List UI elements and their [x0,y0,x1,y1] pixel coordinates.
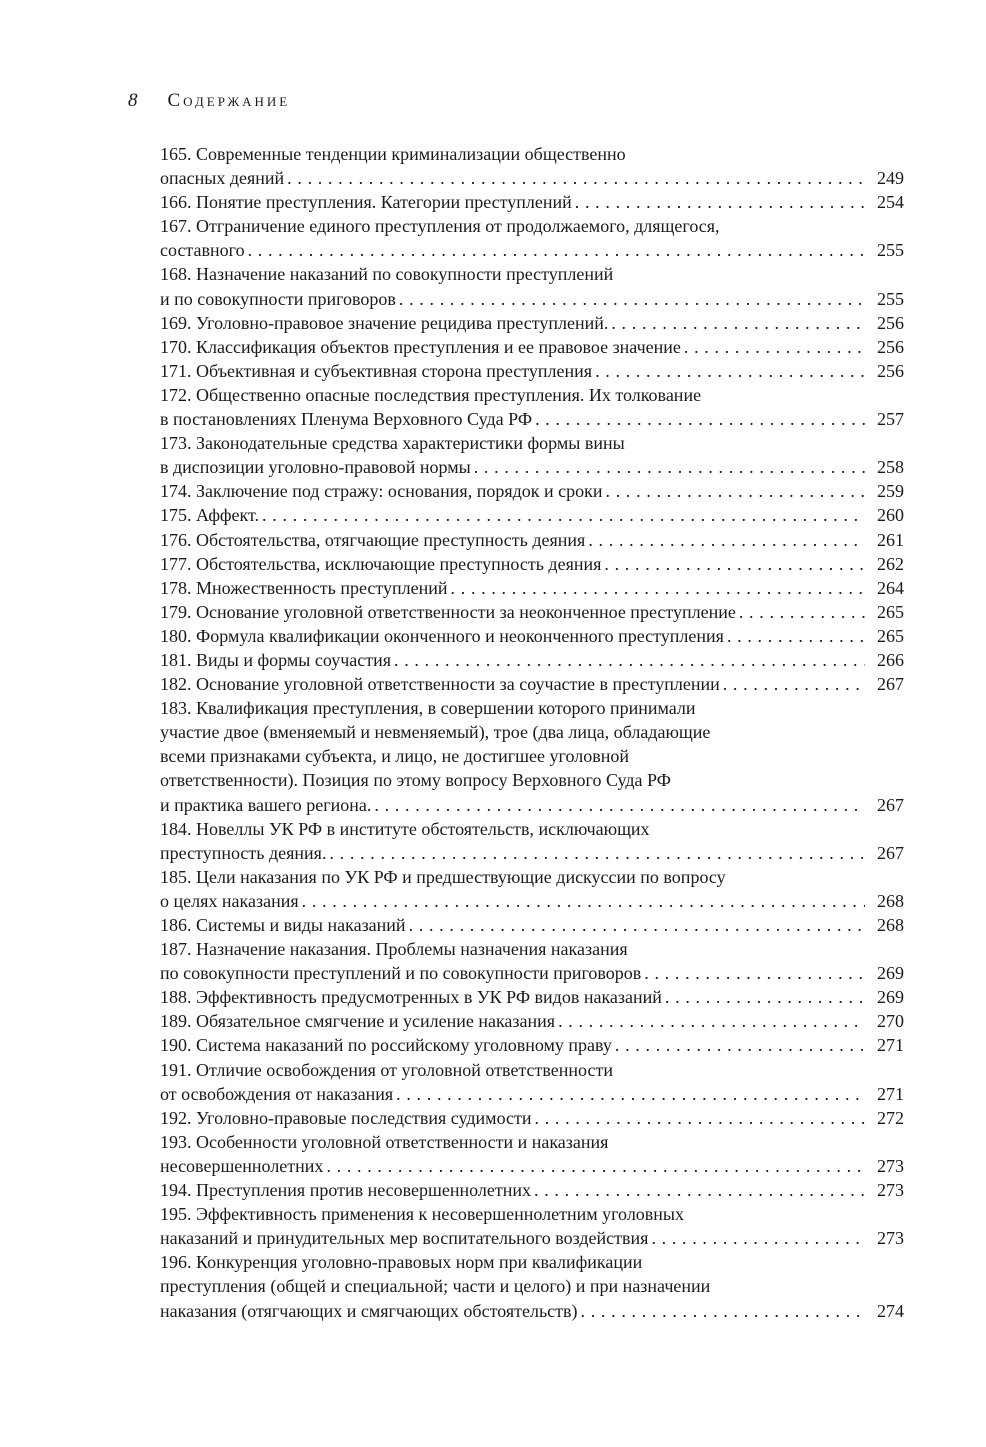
toc-entry-line: ответственности). Позиция по этому вопросу Верховного Суда РФ [160,770,671,791]
dot-leader [604,552,865,576]
dot-leader [575,190,865,214]
toc-page-number: 268 [877,915,904,935]
toc-entry [160,985,904,1009]
toc-entry-title: 166. Понятие преступления. Категории преступлений [160,192,572,213]
toc-page-number: 272 [877,1107,904,1128]
dot-leader [727,624,865,648]
toc-entry [160,1009,904,1033]
toc-entry-title: наказаний и принудительных мер воспитательного воздействия [160,1228,649,1249]
toc-entry-last-line [160,648,904,672]
toc-page-number: 261 [877,529,904,550]
dot-leader [394,648,865,672]
toc-page-number: 258 [877,457,904,478]
dot-leader [723,672,865,696]
toc-entry-last-line [160,335,904,359]
dot-leader [665,985,865,1009]
toc-entry-line: 193. Особенности уголовной ответственности и наказания [160,1131,609,1152]
toc-entry-title: 190. Система наказаний по российскому уголовному праву [160,1035,612,1056]
toc-entry [160,817,904,865]
dot-leader [535,407,865,431]
toc-entry-title: в постановлениях Пленума Верховного Суда РФ [160,409,533,430]
toc-page-number: 269 [877,963,904,984]
toc-entry-last-line [160,1009,904,1033]
toc-entry [160,1033,904,1057]
toc-entry-title: 177. Обстоятельства, исключающие преступность деяния [160,553,602,574]
toc-entry-title: и по совокупности приговоров [160,288,396,309]
toc-entry-title: о целях наказания [160,890,299,911]
toc-entry [160,865,904,913]
toc-entry-title: 181. Виды и формы соучастия [160,649,392,670]
toc-entry [160,576,904,600]
toc-entry-last-line [160,552,904,576]
toc-entry-line: 165. Современные тенденции криминализации общественно [160,144,626,164]
toc-entry-last-line [160,1154,904,1178]
toc-entry-line: 168. Назначение наказаний по совокупности преступлений [160,264,614,285]
toc-entry-title: 186. Системы и виды наказаний [160,915,406,935]
toc-entry-title: 182. Основание уголовной ответственности за соучастие в преступлении [160,674,720,695]
toc-entry-last-line [160,1178,904,1202]
dot-leader [409,913,865,937]
toc-entry-title: 170. Классификация объектов преступления и ее правовое значение [160,336,681,357]
toc-entry-last-line [160,166,904,190]
toc-entry-last-line [160,672,904,696]
toc-page-number: 266 [877,649,904,670]
toc-entry-last-line [160,1082,904,1106]
dot-leader [399,287,865,311]
toc-page-number: 262 [877,553,904,574]
toc-page-number: 264 [877,577,904,598]
toc-page-number: 273 [877,1180,904,1201]
toc-entry-last-line [160,961,904,985]
dot-leader [595,359,865,383]
dot-leader [396,1082,865,1106]
toc-entry-line: 185. Цели наказания по УК РФ и предшествующие дискуссии по вопросу [160,866,726,887]
dot-leader [581,1299,865,1323]
dot-leader [684,335,865,359]
toc-entry-last-line [160,913,904,937]
running-title: Содержание [167,90,291,111]
toc-entry-last-line [160,311,904,335]
toc-entry-title: 175. Аффект. [160,505,260,526]
dot-leader [287,166,865,190]
toc-page-number: 265 [877,601,904,622]
toc-entry-line: преступления (общей и специальной; части и целого) и при назначении [160,1276,711,1297]
toc-entry-last-line [160,359,904,383]
toc-entry [160,479,904,503]
toc-entry-line: 191. Отличие освобождения от уголовной ответственности [160,1059,613,1080]
toc-entry-title: 179. Основание уголовной ответственности за неоконченное преступление [160,601,736,622]
toc-entry-last-line [160,576,904,600]
toc-entry [160,1202,904,1250]
toc-page-number: 259 [877,481,904,502]
toc-entry-last-line [160,1033,904,1057]
toc-page-number: 273 [877,1155,904,1176]
toc-entry-last-line [160,190,904,214]
toc-entry [160,648,904,672]
toc-entry-title: опасных деяний [160,168,285,189]
toc-page-number: 249 [877,168,904,189]
dot-leader [611,311,865,335]
dot-leader [474,455,865,479]
toc-entry-last-line [160,479,904,503]
toc-page-number: 273 [877,1228,904,1249]
toc-entry [160,600,904,624]
toc-entry-title: 189. Обязательное смягчение и усиление наказания [160,1011,556,1032]
running-header [128,90,290,112]
toc-entry-title: 171. Объективная и субъективная сторона преступления [160,360,593,381]
toc-entry-last-line [160,455,904,479]
page-number: 8 [128,90,138,111]
toc-entry-last-line [160,889,904,913]
toc-entry-last-line [160,624,904,648]
toc-entry-last-line [160,287,904,311]
dot-leader [588,528,865,552]
toc-entry-title: 174. Заключение под стражу: основания, порядок и сроки [160,481,603,502]
toc-entry [160,528,904,552]
toc-entry [160,1058,904,1106]
toc-entry-line: 167. Отграничение единого преступления от продолжаемого, длящегося, [160,216,720,237]
toc-entry-line: участие двое (вменяемый и невменяемый), трое (два лица, обладающие [160,722,711,743]
toc-page-number: 267 [877,842,904,863]
toc-entry [160,214,904,262]
toc-entry [160,190,904,214]
toc-entry [160,1250,904,1322]
toc-entry-last-line [160,985,904,1009]
dot-leader [739,600,865,624]
dot-leader [558,1009,865,1033]
toc-entry-last-line [160,407,904,431]
dot-leader [248,238,865,262]
dot-leader [302,889,865,913]
toc-page-number: 268 [877,890,904,911]
toc-page-number: 269 [877,987,904,1008]
toc-entry-line: 196. Конкуренция уголовно-правовых норм при квалификации [160,1252,643,1273]
toc-entry [160,624,904,648]
toc-entry-last-line [160,600,904,624]
toc-page-number: 274 [877,1300,904,1321]
toc-entry-title: наказания (отягчающих и смягчающих обстоятельств) [160,1300,578,1321]
toc-page-number: 256 [877,360,904,381]
toc-entry [160,311,904,335]
toc-page-number: 256 [877,336,904,357]
toc-entry-title: 176. Обстоятельства, отягчающие преступность деяния [160,529,586,550]
toc-entry-line: 172. Общественно опасные последствия преступления. Их толкование [160,384,702,405]
toc-entry-title: 192. Уголовно-правовые последствия судимости [160,1107,532,1128]
dot-leader [651,1226,865,1250]
dot-leader [374,793,865,817]
dot-leader [535,1106,865,1130]
toc-page-number: 256 [877,312,904,333]
toc-entry [160,1130,904,1178]
dot-leader [615,1033,865,1057]
toc-entry-last-line [160,1226,904,1250]
toc-page-number: 254 [877,192,904,213]
toc-entry-line: 187. Назначение наказания. Проблемы назначения наказания [160,939,628,960]
toc-page-number: 265 [877,625,904,646]
toc-entry-last-line [160,841,904,865]
dot-leader [262,503,865,527]
toc-entry-title: от освобождения от наказания [160,1083,394,1104]
dot-leader [451,576,865,600]
toc-entry [160,335,904,359]
toc-entry-last-line [160,528,904,552]
toc-entry [160,262,904,310]
toc-entry-line: 183. Квалификация преступления, в совершении которого принимали [160,698,696,719]
toc-entry [160,503,904,527]
toc-page-number: 271 [877,1083,904,1104]
toc-page-number: 270 [877,1011,904,1032]
toc-page-number: 267 [877,794,904,815]
toc-page-number: 255 [877,240,904,261]
toc-entry-line: всеми признаками субъекта, и лицо, не достигшее уголовной [160,746,629,767]
dot-leader [326,1154,865,1178]
toc-entry [160,1106,904,1130]
toc-entry-title: 169. Уголовно-правовое значение рецидива преступлений. [160,312,609,333]
toc-page-number: 267 [877,674,904,695]
toc-entry-title: по совокупности преступлений и по совокупности приговоров [160,963,642,984]
toc-entry-title: 180. Формула квалификации оконченного и неоконченного преступления [160,625,724,646]
toc-entry-title: 188. Эффективность предусмотренных в УК РФ видов наказаний [160,987,662,1008]
toc-entry [160,672,904,696]
toc-entry [160,913,904,937]
toc-entry-last-line [160,793,904,817]
toc-entry-last-line [160,1106,904,1130]
toc-entry-line: 195. Эффективность применения к несовершеннолетним уголовных [160,1204,685,1225]
toc-entry-last-line [160,1299,904,1323]
toc-entry [160,359,904,383]
dot-leader [606,479,865,503]
toc-entry-title: в диспозиции уголовно-правовой нормы [160,457,471,478]
toc-entry [160,383,904,431]
dot-leader [644,961,865,985]
toc-entry-title: и практика вашего региона. [160,794,372,815]
toc-page-number: 257 [877,409,904,430]
dot-leader [534,1178,865,1202]
toc-entry-line: 184. Новеллы УК РФ в институте обстоятельств, исключающих [160,818,650,839]
toc-entry [160,142,904,190]
table-of-contents [160,142,904,1323]
toc-entry [160,552,904,576]
toc-entry [160,1178,904,1202]
toc-entry-last-line [160,503,904,527]
toc-entry-title: 178. Множественность преступлений [160,577,448,598]
toc-entry-title: 194. Преступления против несовершеннолетних [160,1180,532,1201]
toc-entry-last-line [160,238,904,262]
toc-entry-line: 173. Законодательные средства характеристики формы вины [160,433,625,454]
toc-entry [160,696,904,816]
toc-page-number: 260 [877,505,904,526]
toc-entry [160,431,904,479]
toc-entry-title: преступность деяния. [160,842,327,863]
toc-page-number: 271 [877,1035,904,1056]
dot-leader [329,841,865,865]
toc-entry [160,937,904,985]
toc-page-number: 255 [877,288,904,309]
toc-entry-title: составного [160,240,245,261]
toc-entry-title: несовершеннолетних [160,1155,324,1176]
